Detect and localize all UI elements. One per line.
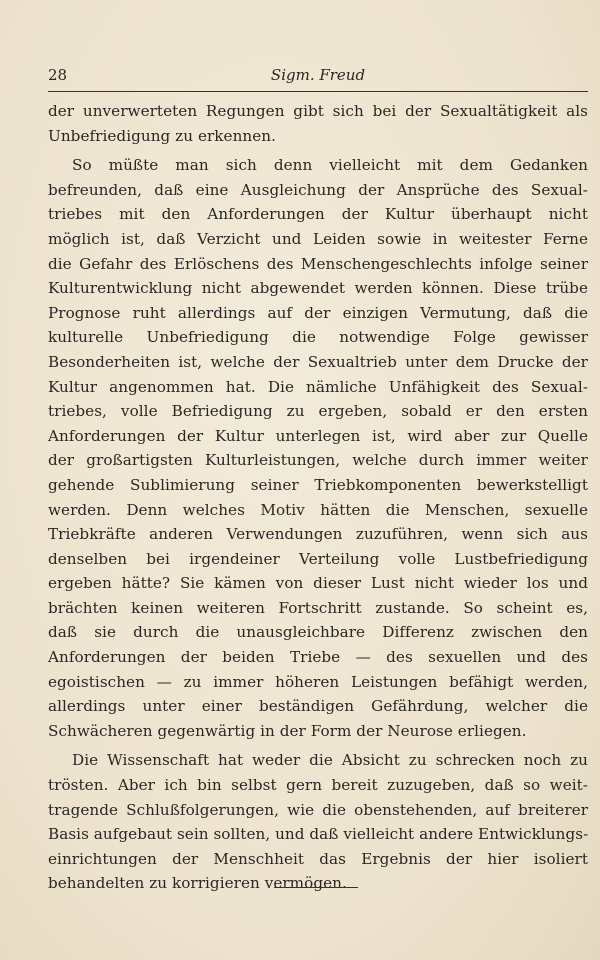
text-line: Die Wissenschaft hat weder die Absicht zu schrecken noch zu	[72, 751, 588, 770]
text-line: Prognose ruht allerdings auf der einzigen Vermutung, daß die	[48, 303, 588, 322]
text-line: gehende Sublimierung seiner Triebkomponenten bewerkstelligt	[48, 475, 588, 494]
body-text	[48, 99, 588, 896]
text-line: werden. Denn welches Motiv hätten die Menschen, sexuelle	[48, 500, 588, 519]
text-line: Anforderungen der beiden Triebe — des sexuellen und des	[48, 648, 588, 667]
text-line: brächten keinen weiteren Fortschritt zustande. So scheint es,	[48, 598, 588, 617]
end-rule	[274, 887, 358, 888]
text-line: kulturelle Unbefriedigung die notwendige Folge gewisser	[48, 328, 588, 347]
text-line: Unbefriedigung zu erkennen.	[48, 126, 276, 145]
page-number: 28	[48, 66, 68, 84]
text-line: Besonderheiten ist, welche der Sexualtrieb unter dem Drucke der	[48, 352, 588, 371]
running-header	[48, 66, 588, 88]
text-line: egoistischen — zu immer höheren Leistungen befähigt werden,	[48, 672, 588, 691]
header-rule	[48, 91, 588, 92]
text-line: denselben bei irgendeiner Verteilung volle Lustbefriedigung	[48, 549, 588, 568]
text-line: die Gefahr des Erlöschens des Menschengeschlechts infolge seiner	[48, 254, 588, 273]
text-line: tragende Schlußfolgerungen, wie die obenstehenden, auf breiterer	[48, 800, 588, 819]
running-title: Sigm. Freud	[270, 66, 366, 84]
text-line: triebes mit den Anforderungen der Kultur überhaupt nicht	[48, 205, 588, 224]
text-line: Basis aufgebaut sein sollten, und daß vielleicht andere Entwicklungs-	[48, 825, 589, 844]
text-line: einrichtungen der Menschheit das Ergebnis der hier isoliert	[48, 849, 588, 868]
text-line: befreunden, daß eine Ausgleichung der Ansprüche des Sexual-	[48, 180, 588, 199]
text-line: triebes, volle Befriedigung zu ergeben, sobald er den ersten	[48, 402, 588, 421]
paragraph	[48, 99, 588, 148]
text-line: möglich ist, daß Verzicht und Leiden sowie in weitester Ferne	[48, 229, 588, 248]
text-line: Triebkräfte anderen Verwendungen zuzuführen, wenn sich aus	[48, 525, 588, 544]
text-line: der unverwerteten Regungen gibt sich bei der Sexualtätigkeit als	[48, 102, 588, 120]
text-line: Kulturentwicklung nicht abgewendet werden können. Diese trübe	[48, 279, 588, 298]
text-line: daß sie durch die unausgleichbare Differenz zwischen den	[48, 623, 588, 642]
text-line: Kultur angenommen hat. Die nämliche Unfähigkeit des Sexual-	[48, 377, 588, 396]
text-line: ergeben hätte? Sie kämen von dieser Lust nicht wieder los und	[48, 574, 588, 593]
text-line: So müßte man sich denn vielleicht mit dem Gedanken	[72, 156, 588, 175]
text-line: Anforderungen der Kultur unterlegen ist, wird aber zur Quelle	[48, 426, 588, 445]
paragraph	[48, 153, 588, 743]
text-line: der großartigsten Kulturleistungen, welche durch immer weiter	[48, 451, 588, 470]
paragraph	[48, 748, 588, 896]
text-line: Schwächeren gegenwärtig in der Form der Neurose erliegen.	[48, 721, 527, 740]
text-line: behandelten zu korrigieren vermögen.	[48, 874, 347, 893]
text-line: trösten. Aber ich bin selbst gern bereit zuzugeben, daß so weit-	[48, 776, 588, 795]
text-line: allerdings unter einer beständigen Gefährdung, welcher die	[48, 697, 588, 716]
